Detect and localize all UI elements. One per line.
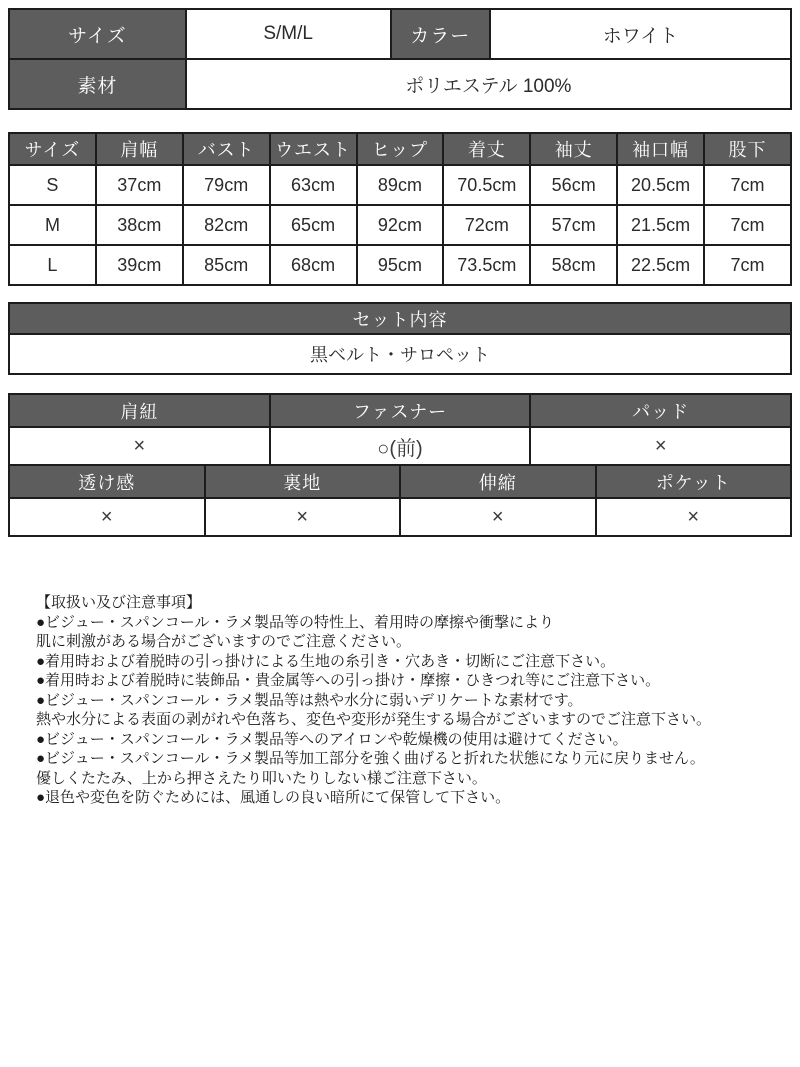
set-contents-header-row	[9, 303, 791, 334]
material-label: 素材	[9, 59, 186, 109]
measure-header-waist: ウエスト	[270, 133, 357, 165]
s-sleeve: 56cm	[530, 165, 617, 205]
measure-header-hip: ヒップ	[357, 133, 444, 165]
size-l-label: L	[9, 245, 96, 285]
material-value: ポリエステル 100%	[186, 59, 791, 109]
measure-header-size: サイズ	[9, 133, 96, 165]
m-shoulder: 38cm	[96, 205, 183, 245]
color-label: カラー	[391, 9, 490, 59]
care-note-line: 熱や水分による表面の剥がれや色落ち、変色や変形が発生する場合がございますのでご注意下さい。	[36, 711, 712, 728]
strap-value: ×	[9, 427, 270, 465]
l-length: 73.5cm	[443, 245, 530, 285]
m-inseam: 7cm	[704, 205, 791, 245]
set-contents-header: セット内容	[9, 303, 791, 334]
l-hip: 95cm	[357, 245, 444, 285]
s-waist: 63cm	[270, 165, 357, 205]
care-notes-title: 【取扱い及び注意事項】	[36, 594, 202, 611]
measurements-row-l	[9, 245, 791, 285]
stretch-value: ×	[400, 498, 596, 536]
features-table-2	[8, 464, 792, 537]
features1-value-row	[9, 427, 791, 465]
l-cuff: 22.5cm	[617, 245, 704, 285]
s-cuff: 20.5cm	[617, 165, 704, 205]
pocket-value: ×	[596, 498, 792, 536]
set-contents-value-row	[9, 334, 791, 374]
zipper-value: ○(前)	[270, 427, 531, 465]
features-table-1	[8, 393, 792, 466]
s-shoulder: 37cm	[96, 165, 183, 205]
m-waist: 65cm	[270, 205, 357, 245]
spec-table	[8, 8, 792, 110]
color-value: ホワイト	[490, 9, 791, 59]
size-s-label: S	[9, 165, 96, 205]
m-sleeve: 57cm	[530, 205, 617, 245]
size-value: S/M/L	[186, 9, 391, 59]
set-contents-table	[8, 302, 792, 375]
measure-header-shoulder: 肩幅	[96, 133, 183, 165]
care-note-line: ●ビジュー・スパンコール・ラメ製品等加工部分を強く曲げると折れた状態になり元に戻りません。	[36, 750, 705, 767]
l-sleeve: 58cm	[530, 245, 617, 285]
spec-row-size-color	[9, 9, 791, 59]
size-label: サイズ	[9, 9, 186, 59]
spec-row-material	[9, 59, 791, 109]
size-m-label: M	[9, 205, 96, 245]
zipper-label: ファスナー	[270, 394, 531, 427]
s-inseam: 7cm	[704, 165, 791, 205]
measurements-header-row	[9, 133, 791, 165]
features2-header-row	[9, 465, 791, 498]
care-note-line: ●退色や変色を防ぐためには、風通しの良い暗所にて保管して下さい。	[36, 789, 511, 806]
strap-label: 肩紐	[9, 394, 270, 427]
s-hip: 89cm	[357, 165, 444, 205]
measure-header-bust: バスト	[183, 133, 270, 165]
m-cuff: 21.5cm	[617, 205, 704, 245]
measurements-row-m	[9, 205, 791, 245]
s-bust: 79cm	[183, 165, 270, 205]
l-bust: 85cm	[183, 245, 270, 285]
care-note-line: 肌に刺激がある場合がございますのでご注意ください。	[36, 633, 412, 650]
lining-value: ×	[205, 498, 401, 536]
measure-header-cuff: 袖口幅	[617, 133, 704, 165]
care-notes	[36, 593, 762, 808]
measure-header-inseam: 股下	[704, 133, 791, 165]
m-hip: 92cm	[357, 205, 444, 245]
l-waist: 68cm	[270, 245, 357, 285]
care-note-line: ●着用時および着脱時に装飾品・貴金属等への引っ掛け・摩擦・ひきつれ等にご注意下さい。	[36, 672, 661, 689]
features1-header-row	[9, 394, 791, 427]
l-shoulder: 39cm	[96, 245, 183, 285]
lining-label: 裏地	[205, 465, 401, 498]
pad-value: ×	[530, 427, 791, 465]
stretch-label: 伸縮	[400, 465, 596, 498]
m-bust: 82cm	[183, 205, 270, 245]
care-note-line: ●ビジュー・スパンコール・ラメ製品等の特性上、着用時の摩擦や衝撃により	[36, 613, 555, 631]
measure-header-sleeve: 袖丈	[530, 133, 617, 165]
sheer-label: 透け感	[9, 465, 205, 498]
care-note-line: ●ビジュー・スパンコール・ラメ製品等は熱や水分に弱いデリケートな素材です。	[36, 691, 583, 709]
care-note-line: 優しくたたみ、上から押さえたり叩いたりしない様ご注意下さい。	[36, 769, 487, 787]
measurements-table	[8, 132, 792, 286]
l-inseam: 7cm	[704, 245, 791, 285]
measure-header-length: 着丈	[443, 133, 530, 165]
pocket-label: ポケット	[596, 465, 792, 498]
features2-value-row	[9, 498, 791, 536]
set-contents-value: 黒ベルト・サロペット	[9, 334, 791, 374]
m-length: 72cm	[443, 205, 530, 245]
pad-label: パッド	[530, 394, 791, 427]
sheer-value: ×	[9, 498, 205, 536]
care-note-line: ●着用時および着脱時の引っ掛けによる生地の糸引き・穴あき・切断にご注意下さい。	[36, 652, 616, 670]
s-length: 70.5cm	[443, 165, 530, 205]
care-note-line: ●ビジュー・スパンコール・ラメ製品等へのアイロンや乾燥機の使用は避けてください。	[36, 730, 628, 748]
measurements-row-s	[9, 165, 791, 205]
